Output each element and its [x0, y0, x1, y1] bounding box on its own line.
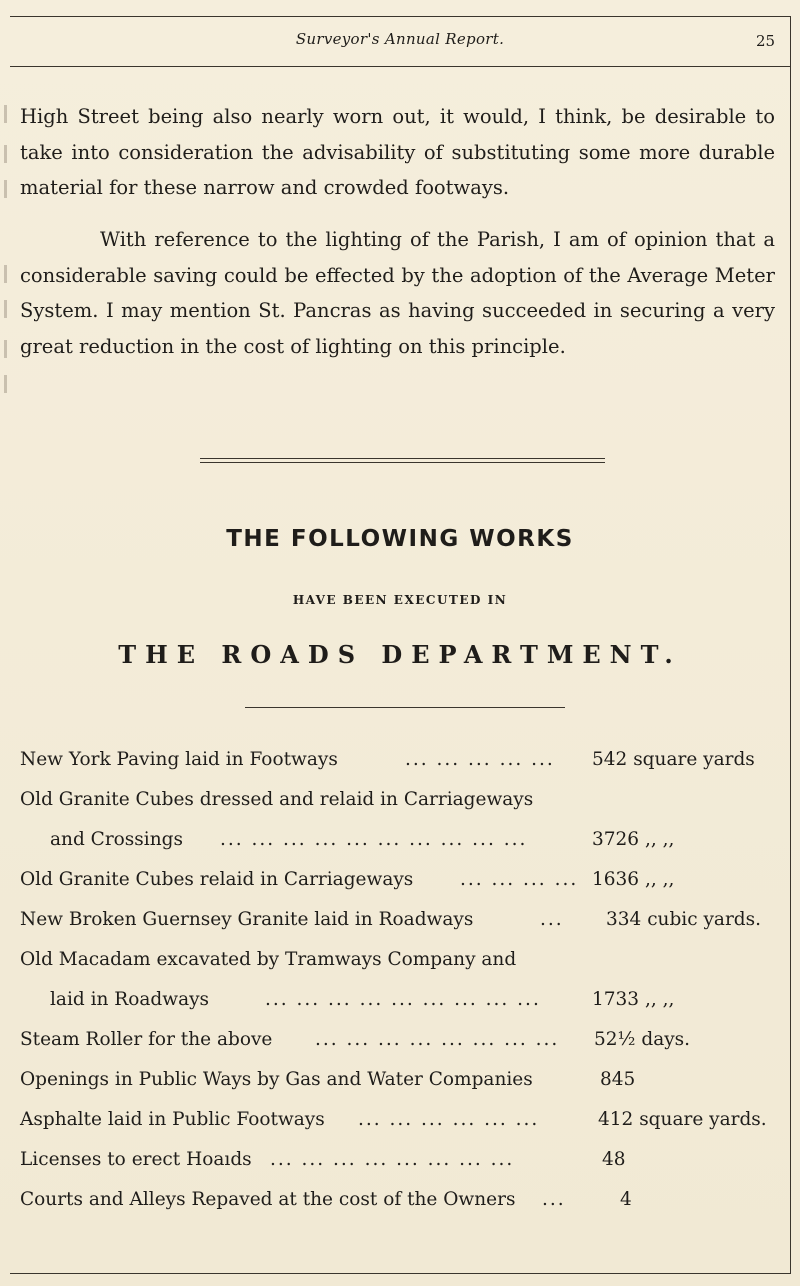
work-description: Openings in Public Ways by Gas and Water Companies [20, 1069, 533, 1090]
works-list [20, 740, 780, 1220]
work-item [20, 1020, 780, 1060]
leader-dots: ... ... ... ... [460, 869, 579, 890]
margin-mark [4, 375, 7, 393]
work-item [20, 740, 780, 780]
work-description-continued: and Crossings [50, 829, 183, 850]
work-quantity: 48 [602, 1149, 626, 1170]
department-underline [245, 707, 565, 708]
work-description: Steam Roller for the above [20, 1029, 273, 1050]
work-item [20, 860, 780, 900]
work-description: Asphalte laid in Public Footways [20, 1109, 325, 1130]
margin-mark [4, 300, 7, 318]
margin-mark [4, 105, 7, 123]
work-item [20, 900, 780, 940]
margin-mark [4, 265, 7, 283]
leader-dots: ... ... ... ... ... ... ... ... ... [265, 989, 541, 1010]
paragraph-high-street: High Street being also nearly worn out, it would, I think, be desirable to take into consideration the advisability of substituting some more durable material for these narrow and crowded footways. [20, 105, 775, 199]
work-quantity: 1733 ,, ,, [592, 989, 675, 1010]
work-quantity: 3726 ,, ,, [592, 829, 675, 850]
running-title: Surveyor's Annual Report. [295, 30, 505, 48]
work-item [20, 780, 780, 860]
margin-mark [4, 145, 7, 163]
page-bottom-rule [10, 1273, 790, 1274]
work-description: New York Paving laid in Footways [20, 749, 338, 770]
work-description: Licenses to erect Hoaıds [20, 1149, 252, 1170]
decorative-rule-top [200, 458, 605, 459]
work-quantity: 4 [620, 1189, 632, 1210]
department-title: THE ROADS DEPARTMENT. [118, 640, 682, 669]
work-item [20, 1140, 780, 1180]
paragraph-lighting: With reference to the lighting of the Parish, I am of opinion that a considerable saving could be effected by the adoption of the Average Meter System. I may mention St. Pancras as having succeeded in securing a very great reduction in the cost of lighting on this principle. [20, 228, 775, 358]
work-quantity: 1636 ,, ,, [592, 869, 675, 890]
work-description: Old Granite Cubes dressed and relaid in Carriageways [20, 789, 534, 810]
leader-dots: ... ... ... ... ... [405, 749, 555, 770]
work-quantity: 412 square yards. [598, 1109, 767, 1130]
section-subtitle: HAVE BEEN EXECUTED IN [292, 593, 508, 607]
header-top-rule [10, 16, 790, 17]
header-bottom-rule [10, 66, 790, 67]
decorative-rule-bottom [200, 462, 605, 463]
margin-mark [4, 340, 7, 358]
work-item [20, 1180, 780, 1220]
leader-dots: ... ... ... ... ... ... [358, 1109, 540, 1130]
work-quantity: 334 cubic yards. [606, 909, 762, 930]
leader-dots: ... [540, 909, 564, 930]
work-description: New Broken Guernsey Granite laid in Roadways [20, 909, 474, 930]
leader-dots: ... [542, 1189, 566, 1210]
work-description: Courts and Alleys Repaved at the cost of the Owners [20, 1189, 516, 1210]
work-quantity: 845 [600, 1069, 636, 1090]
work-description: Old Granite Cubes relaid in Carriageways [20, 869, 414, 890]
page-number: 25 [756, 32, 776, 50]
leader-dots: ... ... ... ... ... ... ... ... ... ... [220, 829, 528, 850]
work-item [20, 940, 780, 1020]
leader-dots: ... ... ... ... ... ... ... ... [315, 1029, 560, 1050]
work-quantity: 542 square yards [592, 749, 755, 770]
section-title: THE FOLLOWING WORKS [226, 526, 574, 552]
work-item [20, 1060, 780, 1100]
leader-dots: ... ... ... ... ... ... ... ... [270, 1149, 515, 1170]
work-item [20, 1100, 780, 1140]
work-description-continued: laid in Roadways [50, 989, 210, 1010]
work-quantity: 52½ days. [594, 1029, 691, 1050]
margin-mark [4, 180, 7, 198]
work-description: Old Macadam excavated by Tramways Company and [20, 949, 517, 970]
